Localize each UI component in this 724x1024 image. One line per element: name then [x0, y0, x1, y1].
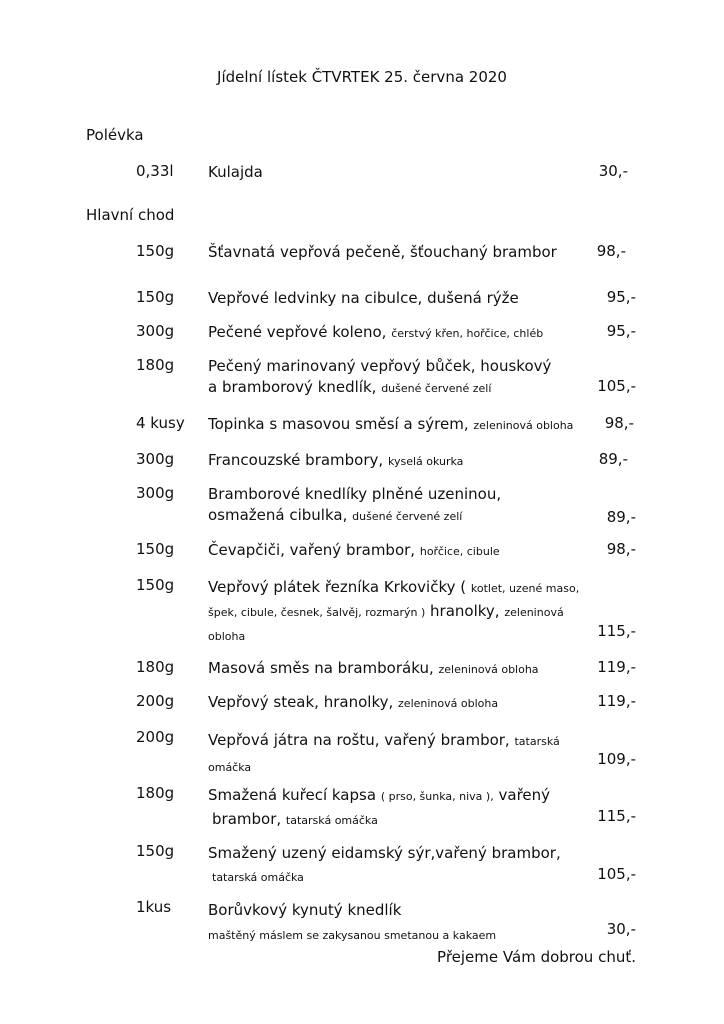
item-main-text: Vepřový plátek řezníka Krkovičky (	[208, 578, 467, 596]
item-main-text: Topinka s masovou směsí a sýrem,	[208, 415, 469, 433]
item-side-text: ( prso, šunka, niva ),	[380, 790, 494, 803]
item-price: 109,-	[597, 750, 636, 768]
item-description	[208, 356, 598, 399]
section-main-heading: Hlavní chod	[86, 206, 175, 224]
item-main-text: Vepřové ledvinky na cibulce, dušená rýže	[208, 289, 519, 307]
item-main-text: Vepřový steak, hranolky,	[208, 693, 394, 711]
item-quantity: 180g	[136, 658, 175, 676]
item-main-text: Borůvkový kynutý knedlík	[208, 901, 402, 919]
item-quantity: 0,33l	[136, 162, 174, 180]
item-quantity: 200g	[136, 728, 175, 746]
item-side-text: zeleninová obloha	[473, 419, 574, 432]
item-price: 89,-	[598, 450, 628, 468]
item-quantity: 1kus	[136, 898, 172, 916]
item-quantity: 150g	[136, 842, 175, 860]
item-price: 95,-	[606, 288, 636, 306]
item-main-text: Pečený marinovaný vepřový bůček, houskový	[208, 357, 552, 375]
item-description	[208, 288, 588, 309]
item-main-text: Šťavnatá vepřová pečeně, šťouchaný brambor	[208, 243, 557, 261]
item-price: 98,-	[604, 414, 634, 432]
item-main-text: Bramborové knedlíky plněné uzeninou,	[208, 485, 502, 503]
item-side-text: tatarská omáčka	[212, 871, 304, 884]
item-side-text: kyselá okurka	[387, 455, 464, 468]
item-side-text-2: omáčka	[208, 761, 252, 774]
item-price: 115,-	[597, 807, 636, 825]
item-description	[208, 484, 588, 527]
item-side-text: maštěný máslem se zakysanou smetanou a kakaem	[208, 929, 497, 942]
item-description	[208, 540, 588, 562]
item-side-text: čerstvý křen, hořčice, chléb	[391, 327, 544, 340]
item-price: 105,-	[597, 865, 636, 883]
item-side-text: dušené červené zelí	[352, 510, 463, 523]
item-quantity: 200g	[136, 692, 175, 710]
item-side-text: zeleninová obloha	[438, 663, 539, 676]
item-side-text-3: zeleninová	[504, 606, 564, 619]
item-price: 95,-	[606, 322, 636, 340]
item-description	[208, 322, 588, 344]
item-main-text-2: vařený	[498, 786, 551, 804]
item-main-text: Vepřová játra na roštu, vařený brambor,	[208, 731, 510, 749]
item-description	[208, 692, 588, 714]
section-soup-heading: Polévka	[86, 126, 144, 144]
item-description	[208, 784, 598, 832]
item-side-text: kotlet, uzené maso,	[470, 582, 580, 595]
item-quantity: 4 kusy	[136, 414, 185, 432]
item-description	[208, 576, 608, 648]
page-title: Jídelní lístek ČTVRTEK 25. června 2020	[217, 68, 507, 86]
item-main-text: Masová směs na bramboráku,	[208, 659, 434, 677]
item-main-text-2: hranolky,	[430, 602, 500, 620]
item-main-text: Smažená kuřecí kapsa	[208, 786, 377, 804]
item-price: 115,-	[597, 622, 636, 640]
item-description	[208, 728, 598, 780]
item-main-text-2: osmažená cibulka,	[208, 506, 348, 524]
item-description	[208, 842, 598, 889]
item-price: 98,-	[596, 242, 626, 260]
item-price: 30,-	[598, 162, 628, 180]
item-side-text: hořčice, cibule	[419, 545, 500, 558]
item-name: Kulajda	[208, 163, 263, 181]
item-description	[208, 414, 598, 436]
item-price: 119,-	[597, 692, 636, 710]
item-price: 89,-	[606, 508, 636, 526]
item-price: 119,-	[597, 658, 636, 676]
item-side-text-2: špek, cibule, česnek, šalvěj, rozmarýn )	[208, 606, 426, 619]
item-quantity: 150g	[136, 576, 175, 594]
item-main-text: Čevapčiči, vařený brambor,	[208, 541, 416, 559]
item-quantity: 180g	[136, 356, 175, 374]
item-description	[208, 450, 588, 472]
item-description	[208, 898, 598, 948]
item-price: 98,-	[606, 540, 636, 558]
item-main-text: Francouzské brambory,	[208, 451, 384, 469]
item-quantity: 150g	[136, 540, 175, 558]
item-price: 105,-	[597, 377, 636, 395]
item-side-text: tatarská	[514, 735, 560, 748]
closing-wish: Přejeme Vám dobrou chuť.	[437, 948, 636, 966]
item-main-text: Smažený uzený eidamský sýr,vařený brambor,	[208, 844, 561, 862]
item-side-text: dušené červené zelí	[381, 382, 492, 395]
item-description	[208, 242, 598, 263]
item-side-text-4: obloha	[208, 630, 246, 643]
item-quantity: 180g	[136, 784, 175, 802]
item-side-text: zeleninová obloha	[398, 697, 499, 710]
item-quantity: 300g	[136, 484, 175, 502]
item-description	[208, 658, 588, 680]
item-price: 30,-	[606, 920, 636, 938]
item-main-text: Pečené vepřové koleno,	[208, 323, 387, 341]
item-main-text-3: brambor,	[212, 810, 282, 828]
item-quantity: 150g	[136, 242, 175, 260]
item-quantity: 300g	[136, 450, 175, 468]
item-side-text-2: tatarská omáčka	[285, 814, 378, 827]
item-quantity: 300g	[136, 322, 175, 340]
item-quantity: 150g	[136, 288, 175, 306]
item-main-text-2: a bramborový knedlík,	[208, 378, 377, 396]
